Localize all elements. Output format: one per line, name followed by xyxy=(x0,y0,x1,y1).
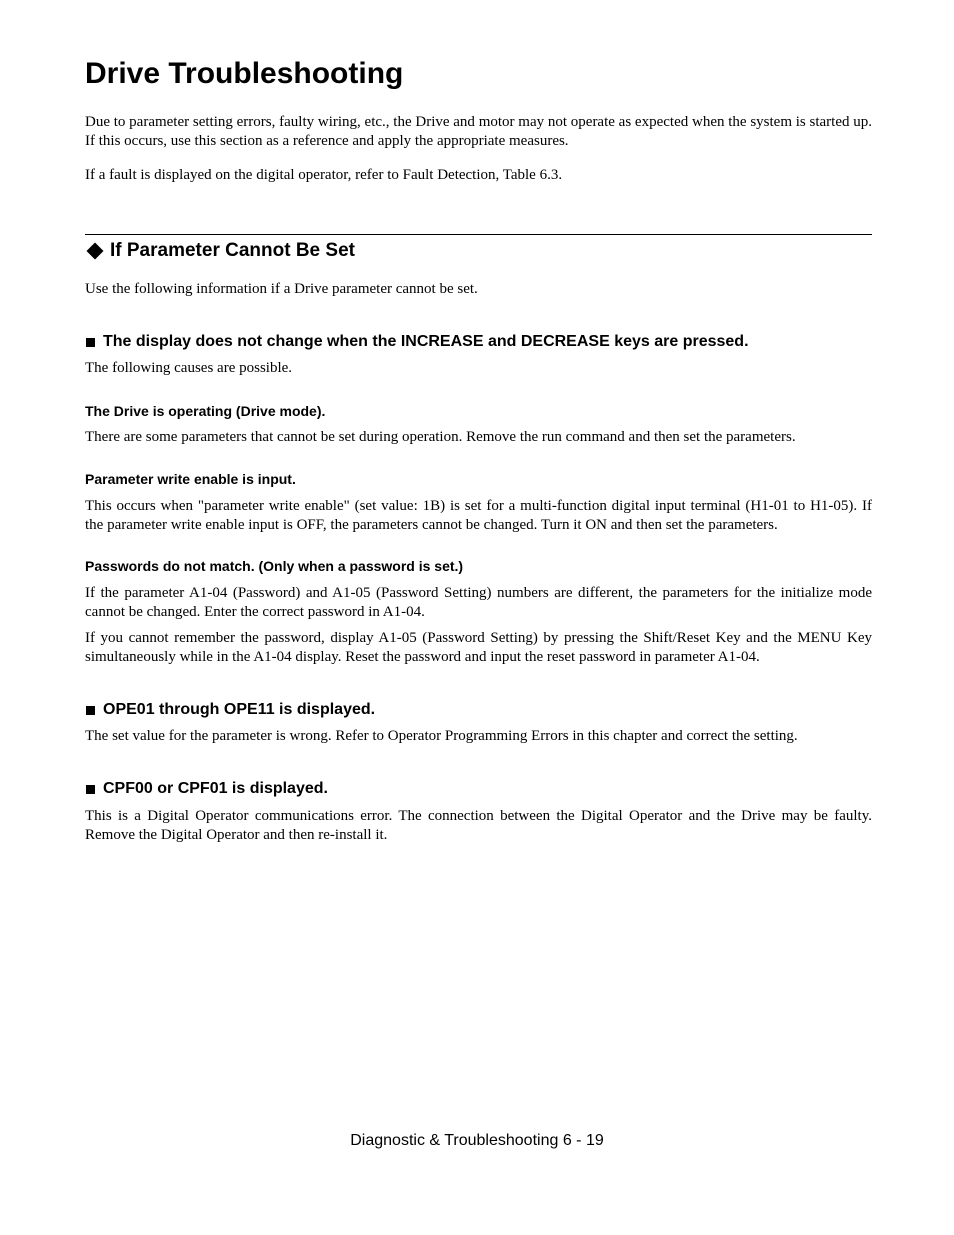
subsection-lead: The following causes are possible. xyxy=(85,360,293,376)
subsection-title: The display does not change when the INCREASE and DECREASE keys are pressed. xyxy=(103,333,749,350)
section-lead: Use the following information if a Drive parameter cannot be set. xyxy=(85,281,478,297)
cause-heading-password: Passwords do not match. (Only when a password is set.) xyxy=(85,558,464,574)
subsection-text-cpf: This is a Digital Operator communications error. The connection between the Digital Operator and the Drive may be faulty. Remove the Digital Operator and then re-install it. xyxy=(85,808,872,843)
intro-paragraph-1: Due to parameter setting errors, faulty wiring, etc., the Drive and motor may not operate as expected when the system is started up. If this occurs, use this section as a reference and apply the appropriate measures. xyxy=(85,114,872,149)
subsection-title: CPF00 or CPF01 is displayed. xyxy=(103,780,328,797)
square-bullet-icon xyxy=(86,338,95,347)
section-divider xyxy=(85,234,872,235)
cause-text-write-enable: This occurs when "parameter write enable" (set value: 1B) is set for a multi-function digital input terminal (H1-01 to H1-05). If the parameter write enable input is OFF, the parameters cannot be changed. Turn it ON and then set the parameters. xyxy=(85,498,872,533)
cause-heading-write-enable: Parameter write enable is input. xyxy=(85,471,296,487)
square-bullet-icon xyxy=(86,785,95,794)
section-heading xyxy=(85,240,872,262)
intro-paragraph-2: If a fault is displayed on the digital operator, refer to Fault Detection, Table 6.3. xyxy=(85,167,563,183)
square-bullet-icon xyxy=(86,706,95,715)
subsection-title: OPE01 through OPE11 is displayed. xyxy=(103,701,376,718)
cause-text-password-1: If the parameter A1-04 (Password) and A1-05 (Password Setting) numbers are different, the parameters for the initialize mode cannot be changed. Enter the correct password in A1-04. xyxy=(85,585,872,620)
subsection-heading-keys xyxy=(85,332,872,352)
section-title: If Parameter Cannot Be Set xyxy=(110,240,355,261)
diamond-bullet-icon xyxy=(87,243,104,260)
subsection-text-ope: The set value for the parameter is wrong. Refer to Operator Programming Errors in this chapter and correct the setting. xyxy=(85,728,798,744)
page-footer: Diagnostic & Troubleshooting 6 - 19 xyxy=(350,1132,604,1149)
cause-text-drive-mode: There are some parameters that cannot be set during operation. Remove the run command and then set the parameters. xyxy=(85,429,796,445)
subsection-heading-ope xyxy=(85,700,872,720)
page-title: Drive Troubleshooting xyxy=(85,57,404,90)
subsection-heading-cpf xyxy=(85,779,872,799)
cause-text-password-2: If you cannot remember the password, display A1-05 (Password Setting) by pressing the Shift/Reset Key and the MENU Key simultaneously while in the A1-04 display. Reset the password and input the reset password in parameter A1-04. xyxy=(85,630,872,665)
cause-heading-drive-mode: The Drive is operating (Drive mode). xyxy=(85,403,326,419)
